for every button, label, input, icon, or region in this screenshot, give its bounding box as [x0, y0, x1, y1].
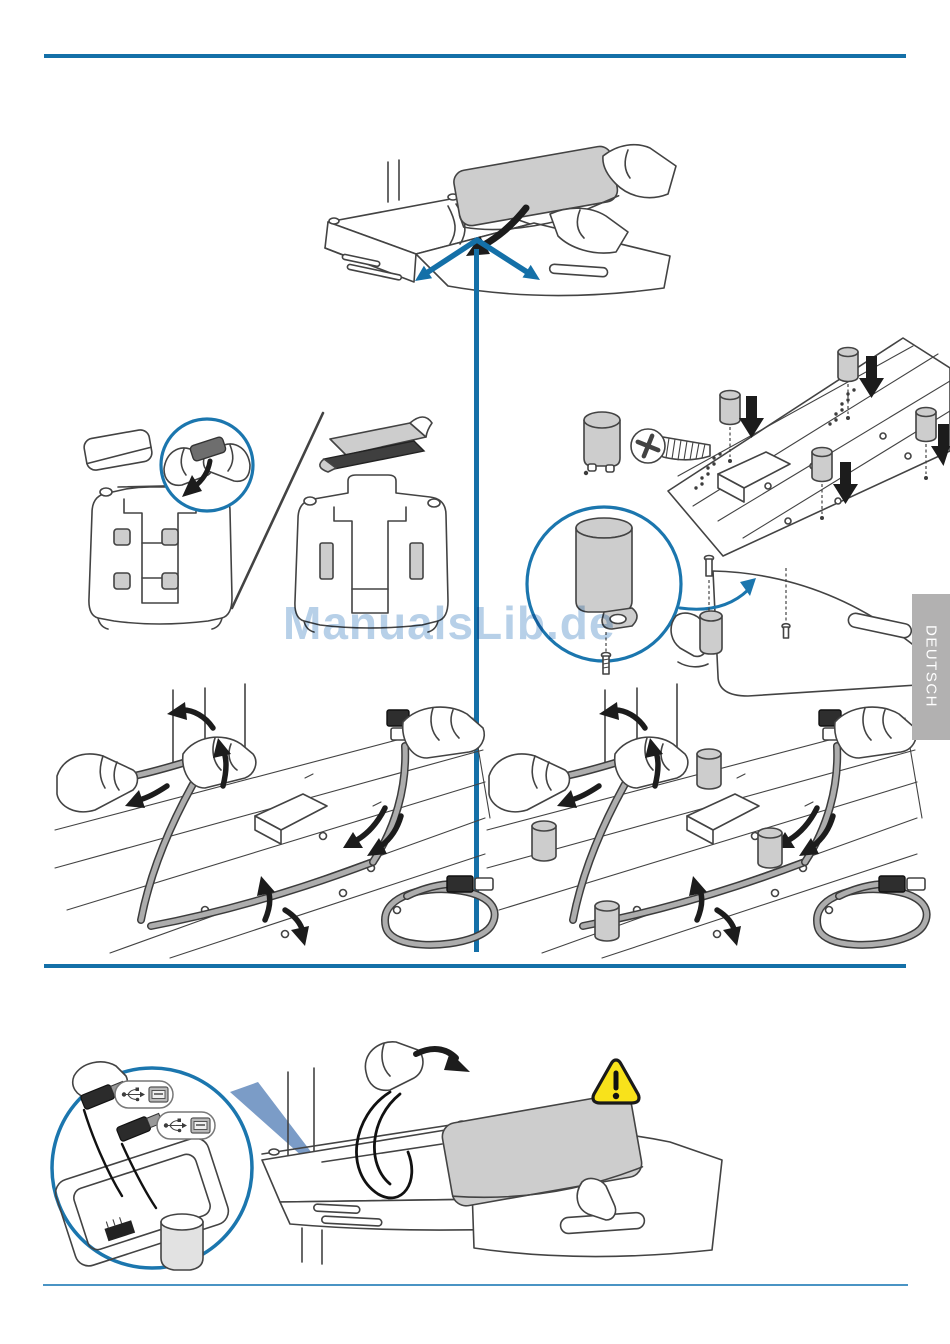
- usb-callout: [52, 1062, 252, 1270]
- top-rule: [44, 54, 906, 58]
- peel-pad-callout: [161, 419, 253, 511]
- usb-port-icon: [191, 1118, 210, 1133]
- strap-scene-left: [55, 684, 495, 958]
- hand-holding-cable: [365, 1042, 470, 1090]
- language-tab-label: DEUTSCH: [922, 625, 940, 709]
- bottom-rule: [43, 1284, 908, 1286]
- adhesive-sheets: [320, 417, 432, 472]
- usb-badge-1: [115, 1081, 173, 1108]
- machine-screw: [631, 429, 710, 463]
- strap-scene-right: [487, 684, 927, 958]
- middle-rule: [44, 964, 906, 968]
- watermark: ManualsLib.de: [283, 597, 616, 649]
- language-tab-deutsch: [912, 594, 950, 740]
- warning-triangle-icon: [593, 1060, 639, 1103]
- usb-port-icon: [149, 1087, 168, 1102]
- loose-pad: [83, 429, 154, 472]
- usb-badge-2: [157, 1112, 215, 1139]
- usb-cup: [161, 1214, 203, 1270]
- standoff-post: [584, 412, 620, 475]
- bottom-illustration-usb-routing: [22, 1032, 932, 1282]
- strap-threading-illustrations: [0, 658, 950, 958]
